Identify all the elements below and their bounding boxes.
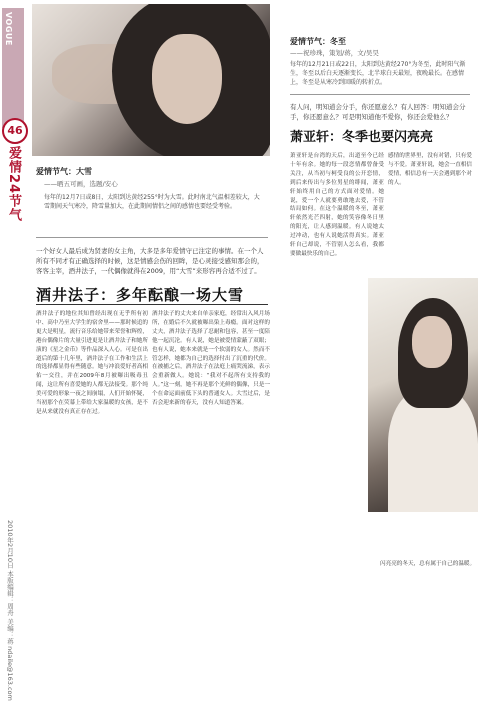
right-divider [290, 94, 470, 95]
left-section-label: 爱情节气：大雪 [36, 167, 92, 176]
left-intro: 每年的12月7日或8日，太阳到达黄经255°时为大雪。此时南北气温相差较大，大雪期间天气寒冷，降雪量加大，在此期间情侣之间的感情也要经受考验。 [44, 194, 260, 210]
photo-woman-top [32, 4, 270, 156]
photo-face [152, 34, 222, 124]
right-lead: 有人问，明知道会分手，你还愿意么？有人回答：明知道会分手，你还愿意么？可是明知道他不爱你，你还会爱他么？ [290, 103, 466, 121]
photo-face-right [412, 316, 452, 368]
right-body-col1: 萧亚轩是台湾的天后，出道至今已经十年有余。她的每一段恋情都曾备受关注，从当初与柯受良的公开恋情，到后来传出与多位男星的绯闻，萧亚轩始终用自己的方式面对爱情。她说，爱一个人就要勇敢地去爱，不管结局如何。在这个温暖的冬至，萧亚轩依然光芒四射，她的笑容像冬日里的阳光，让人感到温暖。有人说她太过冲动，也有人说她活得真实。萧亚轩自己却说，不管别人怎么看，我都要做最快乐的自己。 [290, 153, 384, 257]
page-number: 46 [2, 118, 28, 144]
headline-rule [36, 304, 268, 305]
left-lead: 一个好女人最后成为贤妻的女主角，大多是多年爱情守已注定的事情。在一个人所有不同才有正确选择的时候，这是情感会伤的回眸，是心灵接受感知那会的，客客主宰，酒井法子，一代偶像就得在2009，用“大雪”来形容再合适不过了。 [36, 247, 264, 275]
left-body-col2: 酒井法子的丈夫来自单亲家庭，经常出入风月场所，在婚后不久就被曝出染上毒瘾。面对这样的丈夫，酒井法子选择了忍耐和包容，甚至一度陪他一起沉沦。有人说，她是被爱情蒙蔽了双眼；也有人说，她本来就是一个软弱的女人。然而不管怎样，她都为自己的选择付出了沉重的代价。在被捕之后，酒井法子在法庭上痛哭流涕，表示会重新做人。她说：“我对不起所有支持我的人。”这一刻，她不再是那个光鲜的偶像，只是一个在命运面前低下头的普通女人。大雪过后，是否会迎来新的春天，没有人知道答案。 [152, 311, 270, 407]
column-title: 爱情24节气 [6, 146, 21, 223]
right-section-label: 爱情节气：冬至 [290, 37, 346, 46]
right-author: ——祝珍珠，策划/蒋，文/吴昊 [290, 49, 379, 57]
photo-woman-right [368, 278, 478, 512]
brand-text: VOGUE [4, 12, 13, 46]
left-body-col1: 酒井法子的地位其知曾经出现在无乎所有初中、高中乃至大学生的宿舍里——那时候追的更大是明星，流行音乐给她带来荣誉和辉煌，港台偶像片的大量引进更是让酒井法子和她所演的《星之金币》等作品深入人心。可是在出道后的第十几年里，酒井法子在工作和生活上的选择都显得有些随意。她与冲浪爱好者高相佑一交往，并在2009年8月被曝出吸毒丑闻，这让所有喜爱她的人都无法接受。那个纯美可爱的形象一夜之间崩塌，人们开始怀疑，当初那个在荧幕上带给大家温暖的女孩，是不是从来就没有真正存在过。 [36, 311, 148, 415]
brand-tab [2, 8, 24, 128]
left-author: ——晒五可画，选题/安心 [44, 180, 118, 188]
right-body-col2: 感情的世界里，没有对错，只有爱与不爱。萧亚轩说，她会一直相信爱情，相信总有一天会遇到那个对的人。 [388, 153, 472, 186]
right-headline: 萧亚轩：冬季也要闪亮亮 [290, 130, 434, 145]
left-headline: 酒井法子：多年酝酿一场大雪 [36, 286, 245, 304]
side-strip [0, 0, 28, 701]
left-divider [36, 237, 268, 238]
page-footer: 2010年2月10日 本版编辑：周舟 美编：蒋 ndaile@163.com [6, 520, 14, 701]
right-footer-text: 闪亮亮的冬天，总有属于自己的温暖。 [380, 561, 476, 567]
right-intro: 每年的12月21日或22日，太阳到达黄经270°为冬至，此时阳气渐生，冬至以后白天逐渐变长，北半球白天最短，夜晚最长。在感情上，冬至是从寒冷到回暖的转折点。 [290, 61, 466, 86]
